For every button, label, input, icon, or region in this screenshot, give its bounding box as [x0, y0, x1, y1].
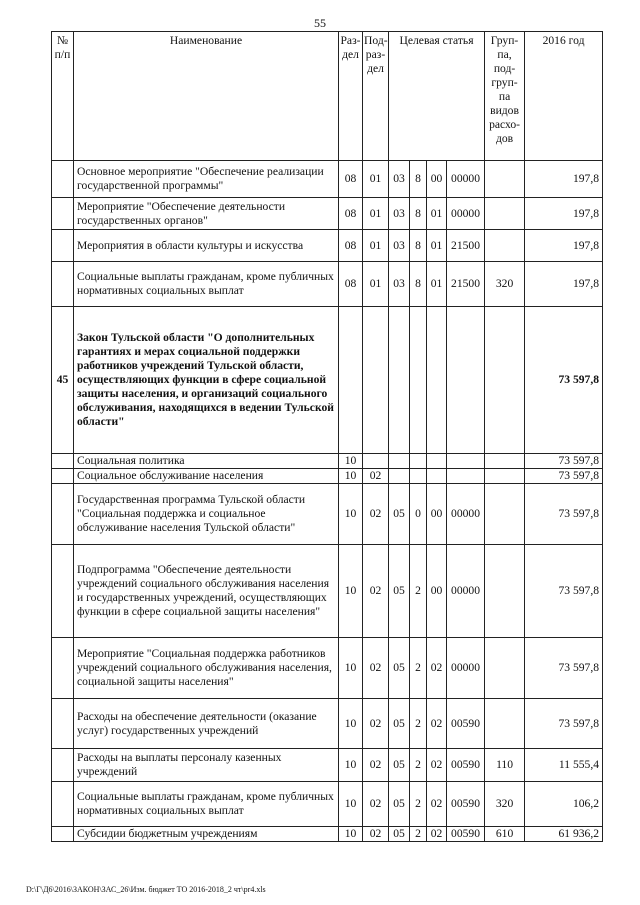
row-podrazdel: 02 [363, 749, 389, 782]
row-razdel: 08 [339, 262, 363, 307]
row-target-measure: 02 [427, 782, 447, 827]
row-expense-group [485, 545, 525, 638]
row-num [52, 454, 74, 469]
row-target-direction: 00000 [447, 545, 485, 638]
table-row [52, 230, 603, 262]
row-amount: 73 597,8 [525, 307, 603, 454]
row-podrazdel: 02 [363, 782, 389, 827]
row-amount: 73 597,8 [525, 699, 603, 749]
row-target-subprogram: 2 [410, 545, 427, 638]
row-expense-group [485, 484, 525, 545]
row-name: Расходы на обеспечение деятельности (оказание услуг) государственных учреждений [74, 699, 339, 749]
row-name: Мероприятие "Социальная поддержка работников учреждений социального обслуживания населения, социальной защиты населения" [74, 638, 339, 699]
row-target-subprogram: 2 [410, 699, 427, 749]
row-podrazdel: 01 [363, 161, 389, 198]
row-razdel: 10 [339, 545, 363, 638]
row-target-subprogram: 2 [410, 749, 427, 782]
row-razdel: 10 [339, 782, 363, 827]
row-target-subprogram: 2 [410, 638, 427, 699]
row-podrazdel: 02 [363, 699, 389, 749]
row-target-direction [447, 469, 485, 484]
row-target-measure: 01 [427, 230, 447, 262]
row-target-direction: 00000 [447, 484, 485, 545]
row-amount: 197,8 [525, 230, 603, 262]
row-expense-group [485, 230, 525, 262]
row-amount: 61 936,2 [525, 827, 603, 842]
row-num [52, 262, 74, 307]
row-target-subprogram: 2 [410, 782, 427, 827]
table-row [52, 307, 603, 454]
row-target-measure: 00 [427, 545, 447, 638]
row-expense-group [485, 198, 525, 230]
row-podrazdel: 02 [363, 827, 389, 842]
header-target: Целевая статья [389, 32, 485, 161]
row-razdel: 10 [339, 827, 363, 842]
row-num [52, 469, 74, 484]
row-podrazdel: 01 [363, 198, 389, 230]
row-podrazdel: 02 [363, 638, 389, 699]
row-podrazdel: 02 [363, 545, 389, 638]
row-target-direction: 00590 [447, 827, 485, 842]
row-razdel: 10 [339, 484, 363, 545]
row-target-measure [427, 307, 447, 454]
header-podrazdel: Под- раз- дел [363, 32, 389, 161]
row-target-program: 03 [389, 198, 410, 230]
row-target-measure [427, 469, 447, 484]
row-amount: 197,8 [525, 198, 603, 230]
header-razdel: Раз- дел [339, 32, 363, 161]
row-target-subprogram: 8 [410, 161, 427, 198]
row-expense-group: 610 [485, 827, 525, 842]
row-num [52, 198, 74, 230]
row-target-measure: 00 [427, 484, 447, 545]
row-target-program: 05 [389, 699, 410, 749]
row-name: Социальная политика [74, 454, 339, 469]
row-target-subprogram [410, 454, 427, 469]
row-name: Закон Тульской области "О дополнительных гарантиях и мерах социальной поддержки работников учреждений Тульской области, осуществляющих функции в сфере социальной защиты населения, и организаций социального обслуживания, находящихся в ведении Тульской области" [74, 307, 339, 454]
file-path-footer: D:\Г\Д6\2016\ЗАКОН\ЗАС_26\Изм. бюджет ТО 2016-2018_2 чт\pr4.xls [26, 885, 266, 894]
row-target-program: 05 [389, 827, 410, 842]
row-target-subprogram: 8 [410, 198, 427, 230]
budget-table [51, 31, 603, 842]
row-expense-group [485, 699, 525, 749]
row-target-direction [447, 307, 485, 454]
row-target-subprogram [410, 469, 427, 484]
table-row [52, 638, 603, 699]
row-target-measure [427, 454, 447, 469]
row-num [52, 827, 74, 842]
row-amount: 11 555,4 [525, 749, 603, 782]
table-row [52, 469, 603, 484]
row-target-program: 05 [389, 545, 410, 638]
row-amount: 73 597,8 [525, 638, 603, 699]
row-target-program: 03 [389, 262, 410, 307]
row-target-direction: 00000 [447, 198, 485, 230]
table-row [52, 454, 603, 469]
row-razdel: 08 [339, 198, 363, 230]
row-expense-group: 110 [485, 749, 525, 782]
row-target-measure: 02 [427, 749, 447, 782]
table-row [52, 827, 603, 842]
row-amount: 73 597,8 [525, 484, 603, 545]
row-podrazdel: 01 [363, 262, 389, 307]
row-name: Основное мероприятие "Обеспечение реализации государственной программы" [74, 161, 339, 198]
row-podrazdel [363, 307, 389, 454]
row-num [52, 638, 74, 699]
table-row [52, 161, 603, 198]
row-num [52, 749, 74, 782]
row-target-direction: 00590 [447, 782, 485, 827]
row-podrazdel [363, 454, 389, 469]
table-row [52, 198, 603, 230]
row-expense-group [485, 469, 525, 484]
table-header-row [52, 32, 603, 161]
row-target-subprogram [410, 307, 427, 454]
row-amount: 106,2 [525, 782, 603, 827]
row-target-program [389, 307, 410, 454]
row-razdel: 08 [339, 161, 363, 198]
header-year: 2016 год [525, 32, 603, 161]
row-target-direction: 21500 [447, 230, 485, 262]
table-row [52, 262, 603, 307]
row-razdel [339, 307, 363, 454]
row-name: Государственная программа Тульской области "Социальная поддержка и социальное обслуживание населения Тульской области" [74, 484, 339, 545]
row-num: 45 [52, 307, 74, 454]
row-name: Мероприятие "Обеспечение деятельности государственных органов" [74, 198, 339, 230]
row-expense-group [485, 454, 525, 469]
row-amount: 73 597,8 [525, 469, 603, 484]
table-row [52, 545, 603, 638]
row-target-program [389, 469, 410, 484]
row-amount: 197,8 [525, 262, 603, 307]
row-target-subprogram: 0 [410, 484, 427, 545]
row-name: Подпрограмма "Обеспечение деятельности учреждений социального обслуживания населения и государственных учреждений, осуществляющих функции в сфере социальной защиты населения" [74, 545, 339, 638]
row-target-subprogram: 2 [410, 827, 427, 842]
row-razdel: 08 [339, 230, 363, 262]
row-name: Расходы на выплаты персоналу казенных учреждений [74, 749, 339, 782]
row-num [52, 161, 74, 198]
row-num [52, 699, 74, 749]
row-razdel: 10 [339, 699, 363, 749]
row-target-program: 05 [389, 638, 410, 699]
row-target-program [389, 454, 410, 469]
row-target-program: 03 [389, 161, 410, 198]
row-target-measure: 00 [427, 161, 447, 198]
row-name: Социальное обслуживание населения [74, 469, 339, 484]
row-razdel: 10 [339, 749, 363, 782]
row-amount: 73 597,8 [525, 545, 603, 638]
row-target-subprogram: 8 [410, 262, 427, 307]
row-target-program: 03 [389, 230, 410, 262]
row-target-measure: 02 [427, 699, 447, 749]
row-podrazdel: 01 [363, 230, 389, 262]
row-target-direction: 00000 [447, 638, 485, 699]
row-razdel: 10 [339, 638, 363, 699]
row-target-direction: 00590 [447, 699, 485, 749]
row-name: Социальные выплаты гражданам, кроме публичных нормативных социальных выплат [74, 782, 339, 827]
page-number: 55 [314, 16, 326, 30]
table-row [52, 484, 603, 545]
row-target-direction: 00000 [447, 161, 485, 198]
row-amount: 197,8 [525, 161, 603, 198]
row-target-measure: 01 [427, 262, 447, 307]
row-target-program: 05 [389, 484, 410, 545]
row-expense-group [485, 161, 525, 198]
row-podrazdel: 02 [363, 484, 389, 545]
row-target-program: 05 [389, 782, 410, 827]
row-target-direction: 00590 [447, 749, 485, 782]
row-name: Социальные выплаты гражданам, кроме публичных нормативных социальных выплат [74, 262, 339, 307]
row-target-direction [447, 454, 485, 469]
row-name: Мероприятия в области культуры и искусства [74, 230, 339, 262]
row-num [52, 230, 74, 262]
row-target-measure: 02 [427, 827, 447, 842]
header-group: Груп- па, под- груп- па видов расхо- дов [485, 32, 525, 161]
row-target-measure: 02 [427, 638, 447, 699]
row-expense-group: 320 [485, 782, 525, 827]
row-amount: 73 597,8 [525, 454, 603, 469]
row-razdel: 10 [339, 454, 363, 469]
row-target-subprogram: 8 [410, 230, 427, 262]
row-expense-group [485, 307, 525, 454]
table-row [52, 782, 603, 827]
row-num [52, 545, 74, 638]
row-target-measure: 01 [427, 198, 447, 230]
table-row [52, 699, 603, 749]
row-name: Субсидии бюджетным учреждениям [74, 827, 339, 842]
header-num: № п/п [52, 32, 74, 161]
row-num [52, 782, 74, 827]
header-name: Наименование [74, 32, 339, 161]
table-row [52, 749, 603, 782]
row-num [52, 484, 74, 545]
row-expense-group [485, 638, 525, 699]
row-expense-group: 320 [485, 262, 525, 307]
row-target-direction: 21500 [447, 262, 485, 307]
row-target-program: 05 [389, 749, 410, 782]
row-podrazdel: 02 [363, 469, 389, 484]
row-razdel: 10 [339, 469, 363, 484]
